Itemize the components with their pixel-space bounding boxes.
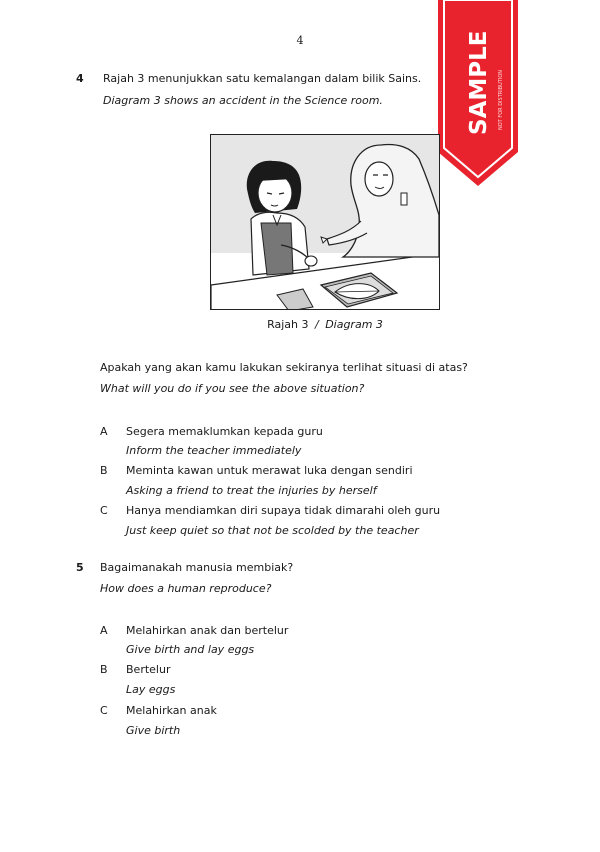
q4-option-b-en[interactable]: Asking a friend to treat the injuries by herself [126,484,377,497]
q4-option-c-letter[interactable]: C [100,504,108,517]
q5-option-c-ms[interactable]: Melahirkan anak [126,704,217,717]
q4-option-b-ms[interactable]: Meminta kawan untuk merawat luka dengan sendiri [126,464,413,477]
q4-question-en: What will you do if you see the above situation? [100,382,365,395]
q4-stem-en: Diagram 3 shows an accident in the Science room. [103,94,383,107]
q5-option-b-ms[interactable]: Bertelur [126,663,171,676]
caption-en: Diagram 3 [325,318,383,331]
q4-option-a-ms[interactable]: Segera memaklumkan kepada guru [126,425,323,438]
page-number: 4 [296,34,304,47]
diagram-3-caption [210,318,440,331]
q5-option-b-en[interactable]: Lay eggs [126,683,176,696]
q5-option-a-en[interactable]: Give birth and lay eggs [126,643,255,656]
q4-option-a-letter[interactable]: A [100,425,108,438]
q5-option-c-letter[interactable]: C [100,704,108,717]
sample-stamp-subtext: NOT FOR DISTRIBUTION [498,70,504,130]
q4-option-c-en[interactable]: Just keep quiet so that not be scolded by the teacher [126,524,419,537]
q4-question-ms: Apakah yang akan kamu lakukan sekiranya terlihat situasi di atas? [100,361,468,374]
q5-option-b-letter[interactable]: B [100,663,108,676]
science-room-accident-illustration [211,135,440,310]
caption-ms: Rajah 3 [267,318,309,331]
q5-number: 5 [76,561,84,574]
q4-option-c-ms[interactable]: Hanya mendiamkan diri supaya tidak dimarahi oleh guru [126,504,441,517]
q5-question-ms: Bagaimanakah manusia membiak? [100,561,294,574]
sample-stamp [436,0,520,190]
q4-option-b-letter[interactable]: B [100,464,108,477]
q4-number: 4 [76,72,84,85]
q5-option-a-letter[interactable]: A [100,624,108,637]
q5-option-a-ms[interactable]: Melahirkan anak dan bertelur [126,624,289,637]
q4-stem-ms: Rajah 3 menunjukkan satu kemalangan dalam bilik Sains. [103,72,422,85]
q4-option-a-en[interactable]: Inform the teacher immediately [126,444,302,457]
q5-question-en: How does a human reproduce? [100,582,272,595]
sample-stamp-banner-icon [436,0,520,190]
q5-option-c-en[interactable]: Give birth [126,724,181,737]
sample-stamp-text: SAMPLE [466,30,492,135]
diagram-3-illustration [210,134,440,310]
caption-separator: / [314,318,319,331]
